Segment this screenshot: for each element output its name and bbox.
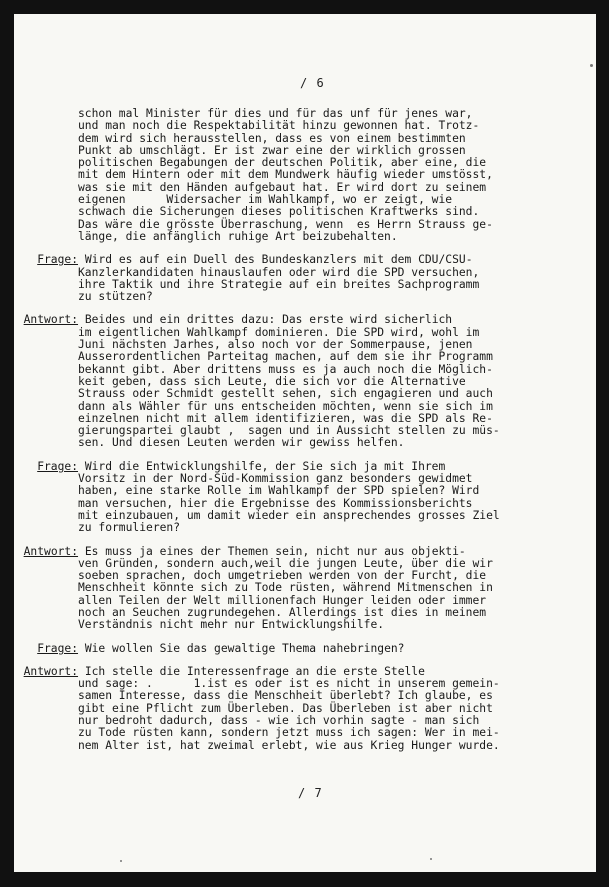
line-text: Ich stelle die Interessenfrage an die erste Stelle (78, 664, 425, 678)
text-line (78, 619, 563, 631)
text-line (78, 740, 563, 752)
line-text: dann als Wähler für uns entscheiden möchten, wenn sie sich im (78, 399, 493, 413)
line-text: Wird die Entwicklungshilfe, der Sie sich ja mit Ihrem (78, 459, 446, 473)
line-text: mit dem Hintern oder mit dem Mundwerk häufig wieder umstösst, (78, 168, 493, 182)
line-text: zu formulieren? (78, 521, 181, 535)
line-text: und sage: . 1.ist es oder ist es nicht in unserem gemein- (78, 677, 500, 691)
question-label: Frage: (37, 459, 79, 473)
line-text: bekannt gibt. Aber drittens muss es ja auch noch die Möglich- (78, 362, 493, 376)
line-text: Wie wollen Sie das gewaltige Thema nahebringen? (78, 641, 405, 655)
line-text: länge, die anfänglich ruhige Art beizubehalten. (78, 229, 398, 243)
text-line (78, 291, 563, 303)
page-marker-top: / 6 (300, 76, 325, 90)
answer-paragraph (23, 544, 563, 632)
line-text: Juni nächsten Jarhes, also noch vor der Sommerpause, jenen (78, 338, 473, 352)
line-text: gierungspartei glaubt , sagen und in Aussicht stellen zu müs- (78, 424, 500, 438)
text-line (78, 522, 563, 534)
scan-speck (120, 860, 122, 862)
line-text: Wird es auf ein Duell des Bundeskanzlers mit dem CDU/CSU- (78, 253, 473, 267)
line-text: eigenen Widersacher im Wahlkampf, wo er zeigt, wie (78, 193, 453, 207)
answer-paragraph (23, 664, 563, 752)
text-line (78, 437, 563, 449)
line-text: einzelnen nicht mit allem identifizieren, was die SPD als Re- (78, 411, 493, 425)
question-label: Frage: (37, 253, 79, 267)
line-text: man versuchen, hier die Ergebnisse des Kommissionsberichts (78, 496, 473, 510)
line-text: sen. Und diesen Leuten werden wir gewiss helfen. (78, 436, 405, 450)
line-text: ihre Taktik und ihre Strategie auf ein breites Sachprogramm (78, 277, 480, 291)
line-text: Vorsitz in der Nord-Süd-Kommission ganz besonders gewidmet (78, 472, 473, 486)
line-text: gibt eine Pflicht zum Überleben. Das Überleben ist aber nicht (78, 701, 493, 715)
question-paragraph (37, 459, 563, 535)
document-body (23, 107, 563, 763)
line-text: Es muss ja eines der Themen sein, nicht nur aus objekti- (78, 544, 466, 558)
answer-label: Antwort: (23, 544, 79, 558)
question-label: Frage: (37, 641, 79, 655)
question-paragraph (37, 253, 563, 304)
line-text: Verständnis nicht mehr nur Entwicklungshilfe. (78, 618, 385, 632)
line-text: zu stützen? (78, 290, 153, 304)
line-text: zu Tode rüsten kann, sondern jetzt muss ich sagen: Wer in mei- (78, 726, 500, 740)
line-text: nur bedroht dadurch, dass - wie ich vorhin sagte - man sich (78, 714, 480, 728)
line-text: Beides und ein drittes dazu: Das erste wird sicherlich (78, 313, 453, 327)
line-text: nem Alter ist, hat zweimal erlebt, wie aus Krieg Hunger wurde. (78, 738, 500, 752)
text-line (78, 231, 563, 243)
scan-speck (430, 858, 432, 860)
line-text: politischen Begabungen der deutschen Politik, aber eine, die (78, 156, 487, 170)
line-text: soeben sprachen, doch umgetrieben werden von der Furcht, die (78, 569, 487, 583)
line-text: schwach die Sicherungen dieses politischen Kraftwerks sind. (78, 205, 480, 219)
line-text: ven Gründen, sondern auch,weil die jungen Leute, über die wir (78, 556, 493, 570)
line-text: was sie mit den Händen aufgebaut hat. Er wird dort zu seinem (78, 180, 487, 194)
line-text: Das wäre die grösste Überraschung, wenn es Herrn Strauss ge- (78, 217, 493, 231)
line-text: und man noch die Respektabilität hinzu gewonnen hat. Trotz- (78, 119, 480, 133)
answer-paragraph (23, 313, 563, 450)
line-text: samen Interesse, dass die Menschheit überlebt? Ich glaube, es (78, 689, 493, 703)
line-text: Punkt ab umschlägt. Er ist zwar eine der wirklich grossen (78, 143, 466, 157)
answer-label: Antwort: (23, 313, 79, 327)
line-text: haben, eine starke Rolle im Wahlkampf der SPD spielen? Wird (78, 484, 480, 498)
answer-label: Antwort: (23, 664, 79, 678)
line-text: dem wird sich herausstellen, dass es von einem bestimmten (78, 131, 466, 145)
line-text: noch an Seuchen zugrundegehen. Allerdings ist dies in meinem (78, 605, 487, 619)
line-text: allen Teilen der Welt millionenfach Hunger leiden oder immer (78, 593, 487, 607)
line-text: Kanzlerkandidaten hinauslaufen oder wird die SPD versuchen, (78, 265, 480, 279)
line-text: Ausserordentlichen Parteitag machen, auf dem sie ihr Programm (78, 350, 493, 364)
line-text: schon mal Minister für dies und für das unf für jenes war, (78, 107, 473, 120)
scan-speck (590, 64, 593, 67)
line-text: mit einzubauen, um damit wieder ein ansprechendes grosses Ziel (78, 508, 500, 522)
text-line (37, 643, 563, 655)
text-paragraph (78, 108, 563, 243)
question-paragraph (37, 641, 563, 655)
line-text: keit geben, dass sich Leute, die sich vor die Alternative (78, 374, 466, 388)
page-marker-bottom: / 7 (298, 786, 323, 800)
line-text: Strauss oder Schmidt gestellt sehen, sich engagieren und auch (78, 387, 493, 401)
line-text: im eigentlichen Wahlkampf dominieren. Die SPD wird, wohl im (78, 325, 480, 339)
line-text: Menschheit könnte sich zu Tode rüsten, während Mitmenschen in (78, 581, 493, 595)
